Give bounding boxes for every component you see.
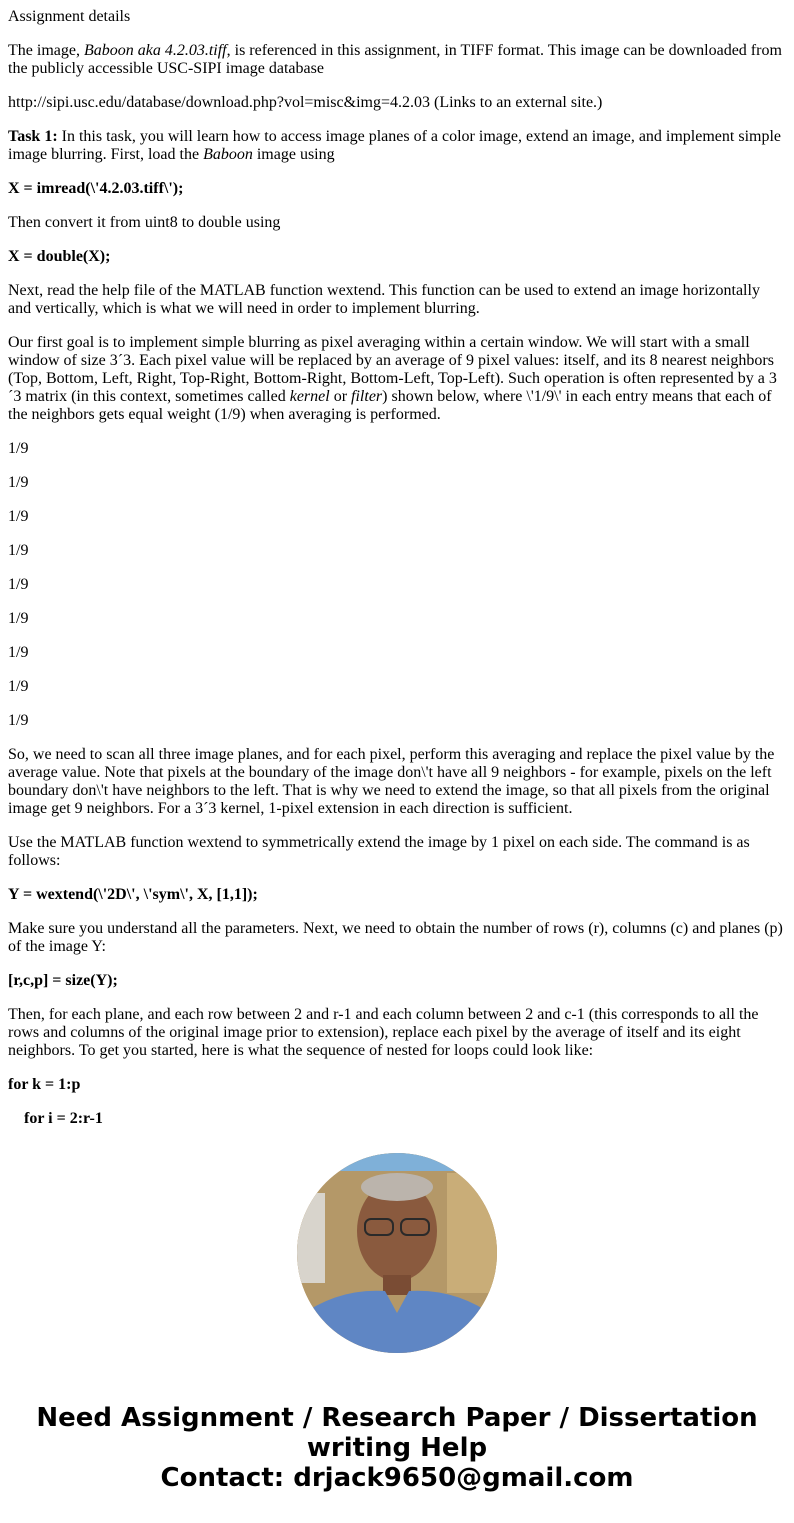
database-url[interactable]: http://sipi.usc.edu/database/download.php?vol=misc&img=4.2.03 (Links to an external site.) xyxy=(8,94,603,111)
assignment-content xyxy=(8,0,786,1124)
kernel-entry: 1/9 xyxy=(8,678,29,695)
kernel-entry: 1/9 xyxy=(8,576,29,593)
kernel-entry: 1/9 xyxy=(8,712,29,729)
code: [r,c,p] = size(Y); xyxy=(8,972,118,989)
code-for-k xyxy=(8,1076,786,1094)
loop-paragraph: Then, for each plane, and each row between 2 and r-1 and each column between 2 and c-1 (this corresponds to all the rows and columns of the original image prior to extension), replace each pixel by the average of itself and its eight neighbors. To get you started, here is what the sequence of nested for loops could look like: xyxy=(8,1006,759,1059)
code: X = double(X); xyxy=(8,248,111,265)
image-name: Baboon aka 4.2.03.tiff xyxy=(83,42,227,59)
avatar xyxy=(297,1153,497,1353)
code: for i = 2:r-1 xyxy=(24,1110,103,1124)
use-paragraph: Use the MATLAB function wextend to symmetrically extend the image by 1 pixel on each side. The command is as follows: xyxy=(8,834,750,869)
help-text: Need Assignment / Research Paper / Dissertation writing Help xyxy=(36,1403,758,1463)
code-wextend xyxy=(8,886,786,904)
task1-paragraph xyxy=(8,128,786,164)
kernel-entry: 1/9 xyxy=(8,474,29,491)
text: filter xyxy=(351,388,383,405)
task-label: Task 1: xyxy=(8,128,58,145)
code-double xyxy=(8,248,786,266)
footer-banner xyxy=(0,1403,794,1493)
text: Our first goal is to implement simple blurring as pixel averaging within a certain window. We will start with a small window of size 3´3. Each pixel value will be replaced by an average of 9 pixel values: itself, and its 8 nearest neighbors (Top, Bottom, Left, Right, Top-Right, Bottom-Right, Bottom-Left, Top-Left). Such operation is often represented by a 3 ´3 matrix (in this context, sometimes called xyxy=(8,334,777,405)
code-size xyxy=(8,972,786,990)
convert-paragraph: Then convert it from uint8 to double using xyxy=(8,214,281,231)
code-for-i xyxy=(8,1110,786,1124)
code: Y = wextend(\'2D\', \'sym\', X, [1,1]); xyxy=(8,886,258,903)
text: kernel xyxy=(289,388,330,405)
wextend-paragraph: Next, read the help file of the MATLAB function wextend. This function can be used to extend an image horizontally and vertically, which is what we will need in order to implement blurring. xyxy=(8,282,760,317)
kernel-entry: 1/9 xyxy=(8,542,29,559)
person-photo xyxy=(297,1153,497,1353)
text: In this task, you will learn how to access image planes of a color image, extend an image, and implement simple image blurring. First, load the xyxy=(8,128,782,163)
scan-paragraph: So, we need to scan all three image planes, and for each pixel, perform this averaging and replace the pixel value by the average value. Note that pixels at the boundary of the image don\'t have all 9 neighbors - for example, pixels on the left boundary don\'t have neighbors to the left. That is why we need to extend the image, so that all pixels from the original image get 9 neighbors. For a 3´3 kernel, 1-pixel extension in each direction is sufficient. xyxy=(8,746,775,817)
code: for k = 1:p xyxy=(8,1076,81,1093)
kernel-entry: 1/9 xyxy=(8,440,29,457)
code: X = imread(\'4.2.03.tiff\'); xyxy=(8,180,184,197)
text: , is referenced in this assignment, in TIFF format. This image can be downloaded from the publicly accessible USC-SIPI image database xyxy=(8,42,782,77)
contact-text: Contact: drjack9650@gmail.com xyxy=(160,1463,634,1493)
kernel-entry: 1/9 xyxy=(8,610,29,627)
kernel-entry: 1/9 xyxy=(8,508,29,525)
text: ) shown below, where \'1/9\' in each entry means that each of the neighbors gets equal weight (1/9) when averaging is performed. xyxy=(8,388,772,423)
kernel-entry: 1/9 xyxy=(8,644,29,661)
goal-paragraph xyxy=(8,334,786,424)
text: Baboon xyxy=(203,146,253,163)
text: image using xyxy=(252,146,335,163)
text: The image, xyxy=(8,42,84,59)
intro-paragraph xyxy=(8,42,786,78)
code-imread xyxy=(8,180,786,198)
params-paragraph: Make sure you understand all the parameters. Next, we need to obtain the number of rows (r), columns (c) and planes (p) of the image Y: xyxy=(8,920,783,955)
text: or xyxy=(329,388,352,405)
heading: Assignment details xyxy=(8,8,131,25)
